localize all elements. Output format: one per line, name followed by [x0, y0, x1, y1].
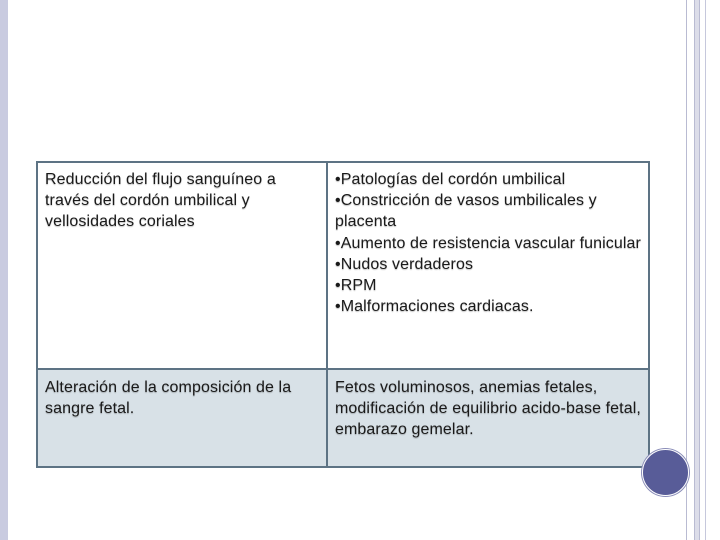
list-item: •Nudos verdaderos — [335, 255, 474, 273]
table-row — [37, 369, 649, 467]
detail-text: Fetos voluminosos, anemias fetales, modificación de equilibrio acido-base fetal, embarazo gemelar. — [335, 379, 641, 439]
cause-text: Reducción del flujo sanguíneo a través del cordón umbilical y vellosidades coriales — [45, 171, 276, 231]
list-item: •RPM — [335, 277, 377, 295]
right-decor-line-outer — [705, 0, 706, 540]
left-decor-bar — [0, 0, 8, 540]
list-item: •Patologías del cordón umbilical — [335, 171, 566, 188]
detail-cell — [327, 162, 649, 369]
detail-cell — [327, 369, 649, 467]
list-item: •Aumento de resistencia vascular funicular — [335, 234, 641, 252]
table-row — [37, 162, 649, 369]
pathology-list — [335, 169, 642, 317]
list-item: •Constricción de vasos umbilicales y placenta — [335, 192, 597, 231]
decor-circle — [642, 449, 689, 496]
right-decor-band — [694, 0, 700, 540]
content-table — [36, 161, 650, 468]
cause-cell — [37, 162, 327, 369]
cause-text: Alteración de la composición de la sangre fetal. — [45, 379, 292, 418]
cause-cell — [37, 369, 327, 467]
list-item: •Malformaciones cardiacas. — [335, 298, 534, 316]
right-decor-line — [686, 0, 687, 540]
